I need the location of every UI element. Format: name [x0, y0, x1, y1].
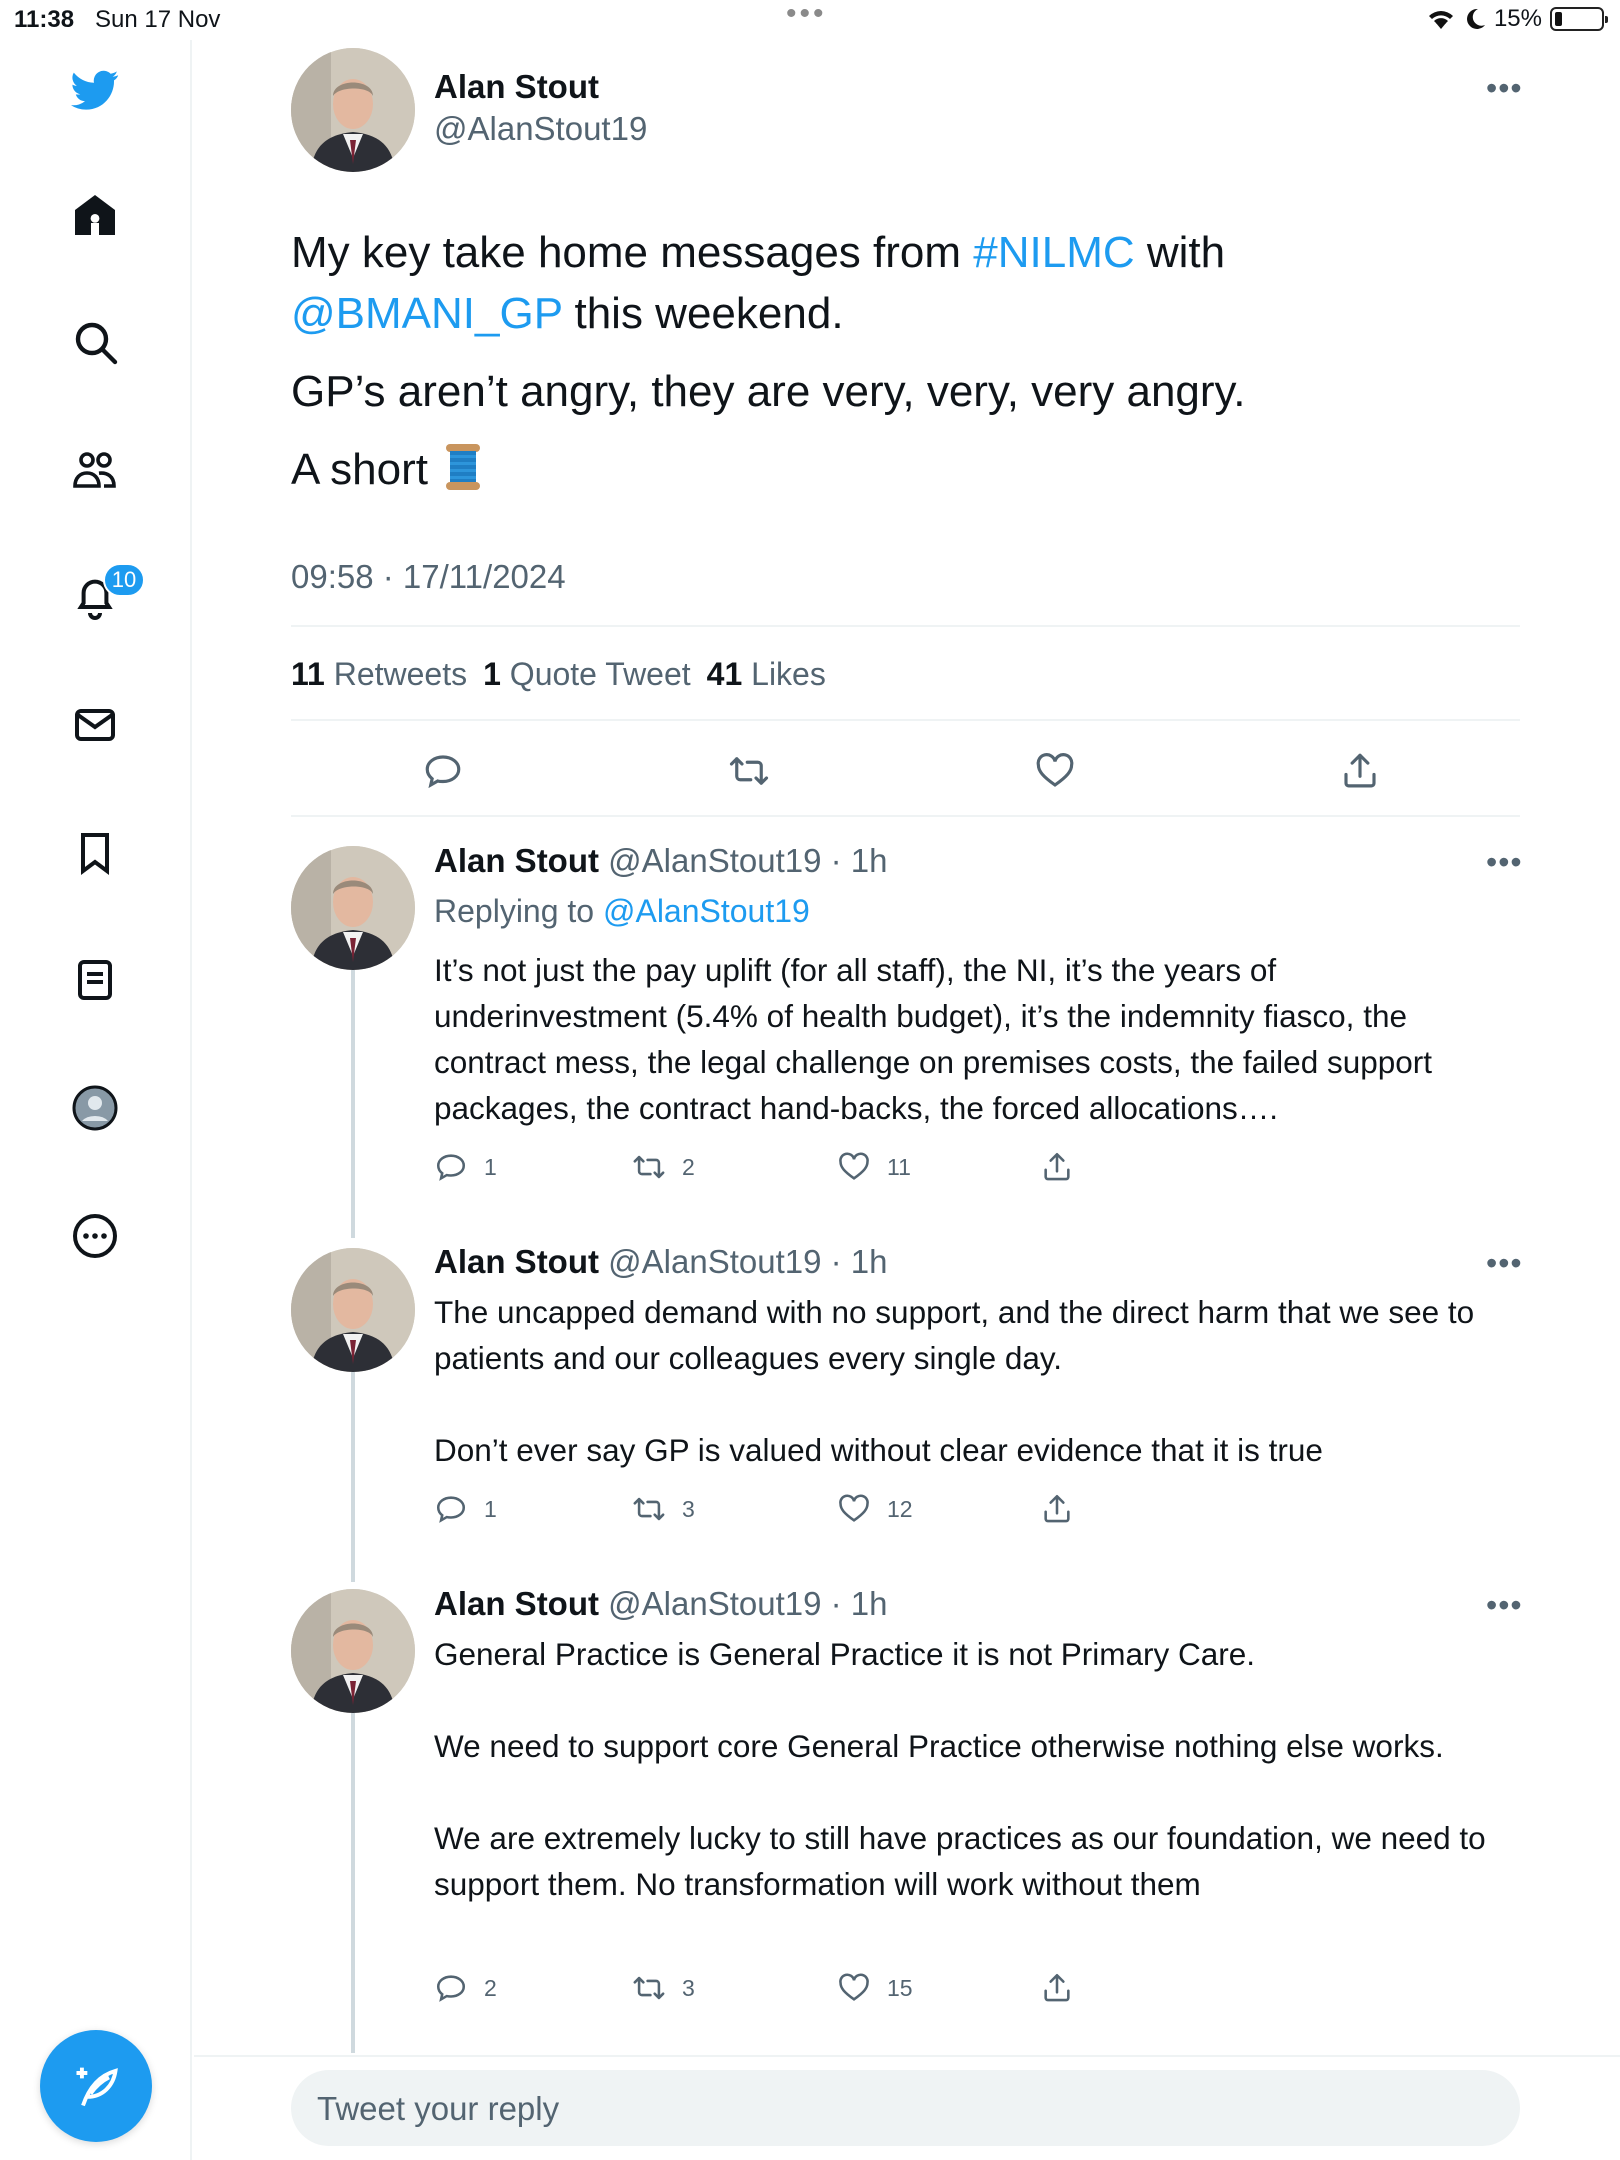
tweet-stats	[291, 656, 826, 693]
hashtag-link[interactable]: #NILMC	[973, 228, 1135, 277]
notifications-bell-icon[interactable]	[65, 567, 137, 627]
tweet-text	[291, 222, 1491, 517]
tweet-paragraph-2: GP’s aren’t angry, they are very, very, very angry.	[291, 367, 1246, 416]
divider	[194, 2055, 1620, 2057]
compose-feather-icon	[70, 2060, 122, 2112]
share-icon	[1040, 1971, 1074, 2005]
share-button[interactable]	[1040, 1150, 1074, 1184]
reply-icon	[434, 1492, 468, 1526]
compose-tweet-button[interactable]	[40, 2030, 152, 2142]
author-handle[interactable]: @AlanStout19	[434, 110, 648, 147]
like-button[interactable]: 12	[837, 1492, 913, 1526]
search-icon[interactable]	[65, 312, 125, 372]
notifications-badge: 10	[103, 563, 145, 597]
avatar[interactable]	[291, 1248, 415, 1372]
share-button[interactable]	[1040, 1492, 1074, 1526]
reply-author-name: Alan Stout	[434, 842, 599, 879]
sidebar	[0, 40, 192, 2160]
like-heart-icon	[837, 1150, 871, 1184]
retweet-icon	[632, 1971, 666, 2005]
home-icon[interactable]	[65, 185, 125, 245]
avatar[interactable]	[291, 846, 415, 970]
like-button[interactable]: 15	[837, 1971, 913, 2005]
share-icon[interactable]	[1332, 743, 1388, 799]
reply-handle-time: @AlanStout19 · 1h	[608, 1585, 888, 1622]
retweet-icon[interactable]	[721, 743, 777, 799]
reply-text: General Practice is General Practice it is not Primary Care. We need to support core General Practice otherwise nothing else works. We are extremely lucky to still have practices as our foundation, we need to support them. No transformation will work without them	[434, 1636, 1486, 1902]
likes-stat[interactable]: 41 Likes	[706, 656, 826, 692]
thread-connector	[351, 1372, 355, 1582]
reply-placeholder: Tweet your reply	[317, 2090, 560, 2127]
share-button[interactable]	[1040, 1971, 1074, 2005]
reply-button[interactable]: 2	[434, 1971, 497, 2005]
profile-icon[interactable]	[65, 1078, 125, 1138]
tweet-timestamp[interactable]: 09:58 · 17/11/2024	[291, 558, 566, 595]
main-column	[194, 0, 1620, 2160]
communities-icon[interactable]	[65, 440, 125, 500]
reply-text: It’s not just the pay uplift (for all staff), the NI, it’s the years of underinvestment (5.4% of health budget), it’s the indemnity fiasco, the contract mess, the legal challenge on premises costs, the failed support packages, the contract hand-backs, the forced allocations….	[434, 952, 1433, 1126]
retweet-button[interactable]: 3	[632, 1971, 695, 2005]
more-options-icon[interactable]	[65, 1206, 125, 1266]
reply-icon	[434, 1971, 468, 2005]
share-icon	[1040, 1150, 1074, 1184]
quotes-stat[interactable]: 1 Quote Tweet	[483, 656, 691, 692]
retweets-stat[interactable]: 11 Retweets	[291, 656, 468, 692]
multitasking-dots-icon[interactable]: •••	[786, 0, 827, 30]
replying-to-link[interactable]: @AlanStout19	[602, 893, 810, 929]
reply-handle-time: @AlanStout19 · 1h	[608, 1243, 888, 1280]
reply-handle-time: @AlanStout19 · 1h	[608, 842, 888, 879]
divider	[291, 625, 1520, 627]
tweet-paragraph-1: My key take home messages from #NILMC with @BMANI_GP this weekend.	[291, 228, 1226, 338]
retweet-button[interactable]: 2	[632, 1150, 695, 1184]
reply-author-name: Alan Stout	[434, 1243, 599, 1280]
lists-icon[interactable]	[65, 950, 125, 1010]
retweet-button[interactable]: 3	[632, 1492, 695, 1526]
reply-header[interactable]	[434, 842, 888, 880]
thread-connector	[351, 970, 355, 1238]
divider	[291, 719, 1520, 721]
battery-percent: 15%	[1493, 5, 1542, 32]
reply-header[interactable]	[434, 1585, 888, 1623]
divider	[291, 815, 1520, 817]
avatar[interactable]	[291, 1589, 415, 1713]
tweet-paragraph-3: A short	[291, 439, 1491, 500]
reply-button[interactable]: 1	[434, 1150, 497, 1184]
thread-spool-emoji-icon	[446, 444, 480, 490]
status-time: 11:38	[14, 6, 75, 33]
tweet-actions	[291, 743, 1520, 799]
reply-author-name: Alan Stout	[434, 1585, 599, 1622]
reply-header[interactable]	[434, 1243, 888, 1281]
reply-icon[interactable]	[415, 743, 471, 799]
retweet-icon	[632, 1150, 666, 1184]
like-heart-icon[interactable]	[1027, 743, 1083, 799]
status-date: Sun 17 Nov	[95, 6, 221, 33]
share-icon	[1040, 1492, 1074, 1526]
like-button[interactable]: 11	[837, 1150, 911, 1184]
reply-button[interactable]: 1	[434, 1492, 497, 1526]
reply-more-icon[interactable]: •••	[1486, 1587, 1523, 1623]
thread-connector	[351, 1713, 355, 2053]
tweet-reply-input[interactable]	[291, 2070, 1520, 2146]
bookmark-icon[interactable]	[65, 823, 125, 883]
replying-to: Replying to @AlanStout19	[434, 893, 810, 929]
mention-link[interactable]: @BMANI_GP	[291, 289, 563, 338]
tweet-more-icon[interactable]: •••	[1486, 70, 1523, 106]
avatar[interactable]	[291, 48, 415, 172]
reply-icon	[434, 1150, 468, 1184]
reply-text: The uncapped demand with no support, and the direct harm that we see to patients and our colleagues every single day. Don’t ever say GP is valued without clear evidence that it is true	[434, 1294, 1475, 1468]
reply-more-icon[interactable]: •••	[1486, 844, 1523, 880]
author-name[interactable]: Alan Stout	[434, 68, 599, 105]
reply-more-icon[interactable]: •••	[1486, 1245, 1523, 1281]
like-heart-icon	[837, 1971, 871, 2005]
retweet-icon	[632, 1492, 666, 1526]
messages-icon[interactable]	[65, 695, 125, 755]
like-heart-icon	[837, 1492, 871, 1526]
twitter-logo-icon[interactable]	[65, 60, 125, 120]
